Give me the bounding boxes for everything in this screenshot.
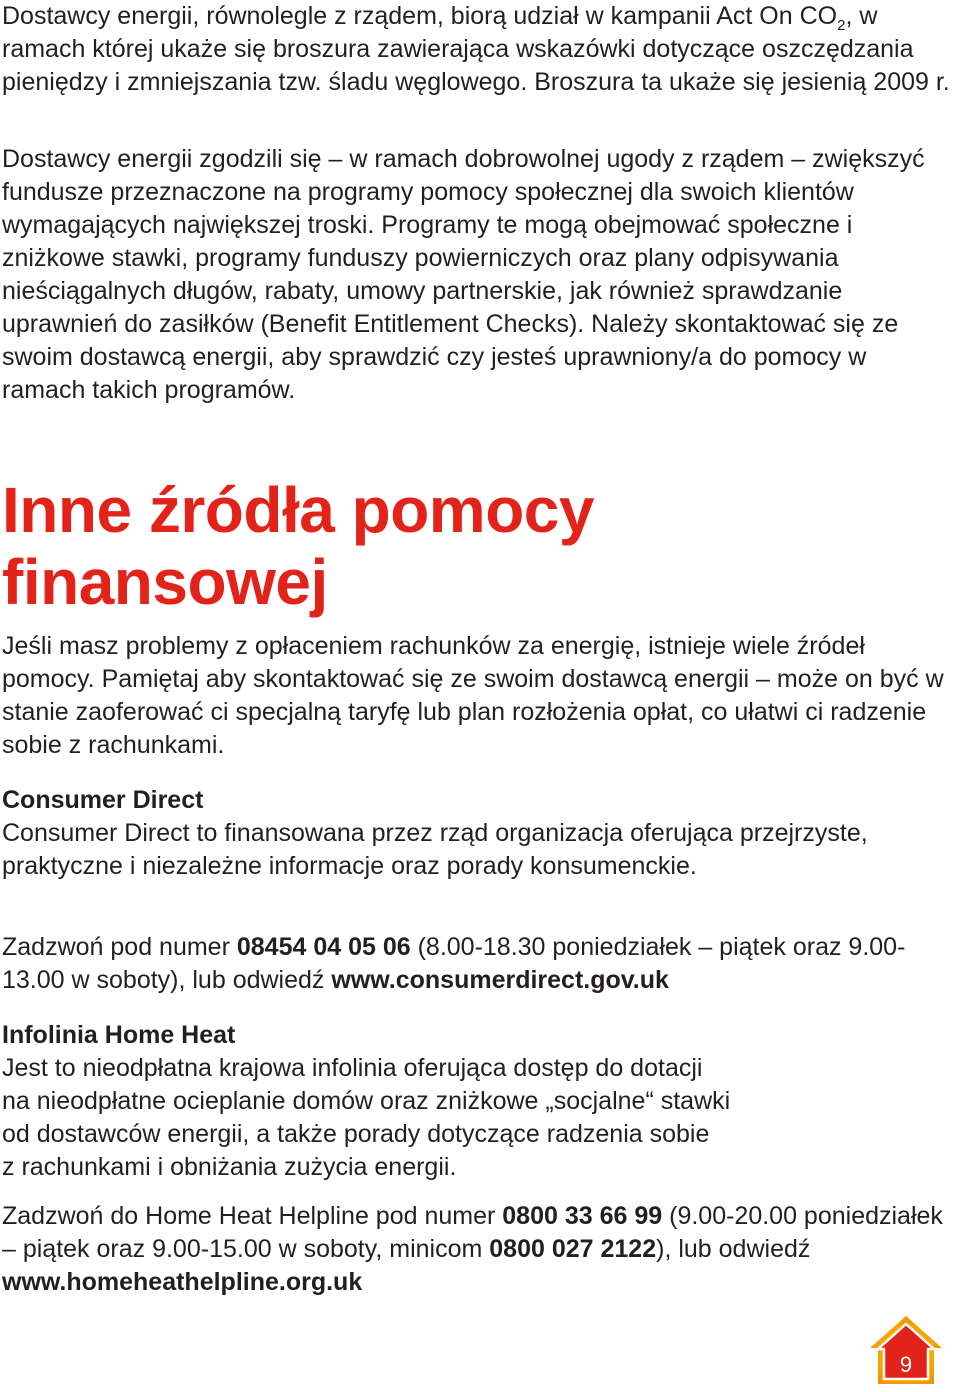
- section-heading: [2, 474, 594, 618]
- page-number: 9: [899, 1352, 913, 1377]
- home-heat-phone: 0800 33 66 99: [502, 1202, 663, 1230]
- intro-text-b: , w ramach której ukaże się broszura zawierająca wskazówki dotyczące oszczędzania pieniędzy i zmniejszania tzw. śladu węglowego. Broszura ta ukaże się jesienią 2009 r.: [2, 2, 950, 96]
- consumer-direct-contact: [2, 931, 952, 997]
- home-heat-desc-line1: Jest to nieodpłatna krajowa infolinia oferująca dostęp do dotacji: [2, 1054, 703, 1082]
- home-heat-description: [2, 1052, 730, 1184]
- page-number-house-icon: [868, 1314, 944, 1386]
- consumer-direct-hours: (8.00-18.30 poniedziałek – piątek oraz 9.00-13.00 w soboty), lub odwiedź: [2, 933, 906, 994]
- intro-paragraph-2: Dostawcy energii zgodzili się – w ramach dobrowolnej ugody z rządem – zwiększyć fundusze przeznaczone na programy pomocy społecznej dla swoich klientów wymagających największej troski. Programy te mogą obejmować społeczne i zniżkowe stawki, programy funduszy powierniczych oraz plany odpisywania nieściągalnych długów, rabaty, umowy partnerskie, jak również sprawdzanie uprawnień do zasiłków (Benefit Entitlement Checks). Należy skontaktować się ze swoim dostawcą energii, aby sprawdzić czy jesteś uprawniony/a do pomocy w ramach takich programów.: [2, 145, 925, 404]
- consumer-direct-url: www.consumerdirect.gov.uk: [331, 966, 669, 994]
- home-heat-heading: Infolinia Home Heat: [2, 1021, 236, 1049]
- home-heat-desc-line3: od dostawców energii, a także porady dotyczące radzenia sobie: [2, 1120, 710, 1148]
- intro-text-a: Dostawcy energii, równolegle z rządem, biorą udział w kampanii Act On CO: [2, 2, 838, 30]
- consumer-direct-description: Consumer Direct to finansowana przez rząd organizacja oferująca przejrzyste, praktyczne i niezależne informacje oraz porady konsumenckie.: [2, 819, 868, 880]
- consumer-direct-phone: 08454 04 05 06: [236, 933, 411, 961]
- home-heat-hours: (9.00-20.00 poniedziałek – piątek oraz 9.00-15.00 w soboty, minicom: [2, 1202, 943, 1263]
- home-heat-desc-line2: na nieodpłatne ocieplanie domów oraz zniżkowe „socjalne“ stawki: [2, 1087, 731, 1115]
- home-heat-url: www.homeheathelpline.org.uk: [2, 1268, 363, 1296]
- section-heading-line1: Inne źródła pomocy: [2, 474, 594, 546]
- intro-paragraph-1: [2, 0, 952, 99]
- home-heat-visit: ), lub odwiedź: [656, 1235, 811, 1263]
- home-heat-desc-line4: z rachunkami i obniżania zużycia energii.: [2, 1153, 457, 1181]
- co2-subscript: 2: [837, 17, 846, 34]
- home-heat-call-prefix: Zadzwoń do Home Heat Helpline pod numer: [2, 1202, 503, 1230]
- home-heat-contact: [2, 1200, 952, 1299]
- home-heat-minicom: 0800 027 2122: [489, 1235, 657, 1263]
- consumer-direct-call-prefix: Zadzwoń pod numer: [2, 933, 237, 961]
- section-paragraph: Jeśli masz problemy z opłaceniem rachunków za energię, istnieje wiele źródeł pomocy. Pamiętaj aby skontaktować się ze swoim dostawcą energii – może on być w stanie zaoferować ci specjalną taryfę lub plan rozłożenia opłat, co ułatwi ci radzenie sobie z rachunkami.: [2, 632, 944, 759]
- consumer-direct-heading: Consumer Direct: [2, 786, 204, 814]
- section-heading-line2: finansowej: [2, 546, 328, 618]
